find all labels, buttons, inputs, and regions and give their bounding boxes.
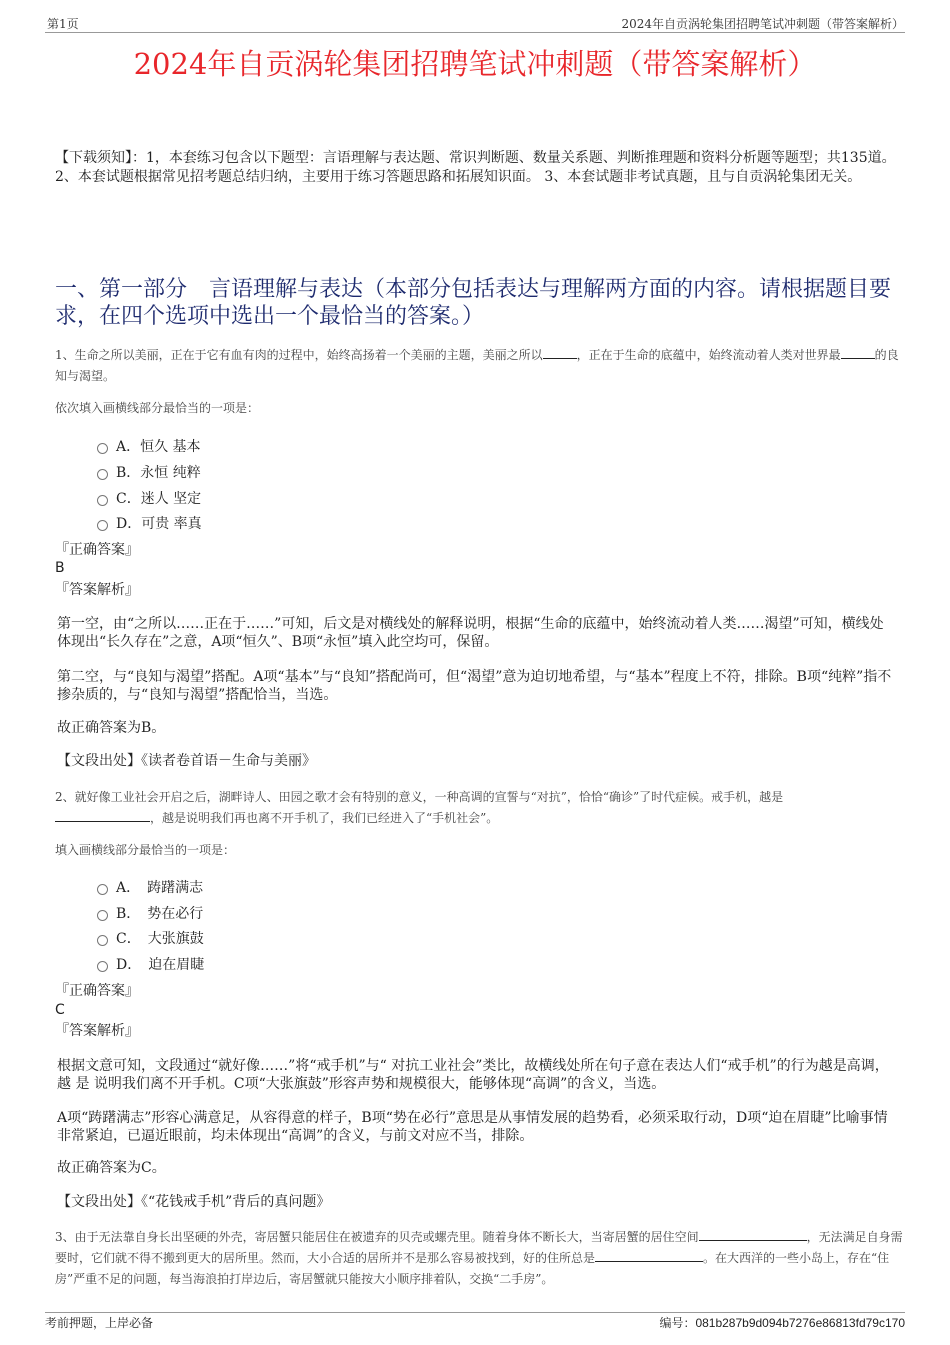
option-label: C． 大张旗鼓 xyxy=(116,931,204,947)
header-divider xyxy=(45,32,905,33)
document-id: 编号：081b287b9d094b7276e86813fd79c170 xyxy=(659,1316,905,1330)
option-d[interactable] xyxy=(97,954,204,974)
analysis-conclusion: 故正确答案为B。 xyxy=(57,720,166,736)
option-b[interactable] xyxy=(97,903,203,923)
running-header-title: 2024年自贡涡轮集团招聘笔试冲刺题（带答案解析） xyxy=(621,17,904,31)
blank xyxy=(841,358,875,359)
correct-answer: B xyxy=(55,560,65,576)
question-1-stem xyxy=(55,345,905,387)
option-label: D． 迫在眉睫 xyxy=(116,957,205,973)
stem-text: 的良知与渴望。 xyxy=(55,348,899,383)
radio-icon[interactable] xyxy=(97,443,108,454)
radio-icon[interactable] xyxy=(97,520,108,531)
stem-text: 2、就好像工业社会开启之后，湖畔诗人、田园之歌才会有特别的意义，一种高调的宣誓与“对抗”，恰恰“确诊”了时代症候。戒手机，越是 xyxy=(55,790,784,804)
stem-text: 3、由于无法靠自身长出坚硬的外壳，寄居蟹只能居住在被遗弃的贝壳或螺壳里。随着身体不断长大，当寄居蟹的居住空间 xyxy=(55,1230,699,1244)
correct-answer: C xyxy=(55,1002,65,1018)
option-b[interactable] xyxy=(97,462,201,482)
correct-answer-label: 『正确答案』 xyxy=(55,983,139,999)
blank xyxy=(55,821,150,822)
analysis-paragraph: 第一空，由“之所以……正在于……”可知，后文是对横线处的解释说明，根据“生命的底蕴中，始终流动着人类……渴望”可知，横线处体现出“长久存在”之意，A项“恒久”、B项“永恒”填入此空均可，保留。 xyxy=(57,616,884,650)
stem-text: 。在大西洋的一些小岛上，存在“住房”严重不足的问题，每当海浪拍打岸边后，寄居蟹就只能按大小顺序排着队，交换“二手房”。 xyxy=(55,1251,890,1286)
blank xyxy=(543,358,577,359)
radio-icon[interactable] xyxy=(97,935,108,946)
stem-text: 1、生命之所以美丽，正在于它有血有肉的过程中，始终高扬着一个美丽的主题，美丽之所以 xyxy=(55,348,543,362)
option-a[interactable] xyxy=(97,877,203,897)
document-title: 2024年自贡涡轮集团招聘笔试冲刺题（带答案解析） xyxy=(133,47,817,81)
option-label: D．可贵 率真 xyxy=(116,516,202,532)
correct-answer-label: 『正确答案』 xyxy=(55,542,139,558)
radio-icon[interactable] xyxy=(97,495,108,506)
analysis-label: 『答案解析』 xyxy=(55,1023,139,1039)
option-label: B． 势在必行 xyxy=(116,906,204,922)
option-c[interactable] xyxy=(97,488,201,508)
stem-text: ，越是说明我们再也离不开手机了，我们已经进入了“手机社会”。 xyxy=(150,811,499,825)
stem-text: ，无法满足自身需要时，它们就不得不搬到更大的居所里。然而，大小合适的居所并不是那么容易被找到，好的住所总是 xyxy=(55,1230,903,1265)
analysis-paragraph: 根据文意可知，文段通过“就好像……”将“戒手机”与“ 对抗工业社会”类比，故横线处所在句子意在表达人们“戒手机”的行为越是高调，越 是 说明我们离不开手机。C项“大张旗鼓”形容声势和规模很大，能够体现“高调”的含义，当选。 xyxy=(57,1058,889,1092)
question-3-stem xyxy=(55,1227,905,1290)
footer-slogan: 考前押题，上岸必备 xyxy=(45,1316,154,1330)
analysis-paragraph: 第二空，与“良知与渴望”搭配。A项“基本”与“良知”搭配尚可，但“渴望”意为迫切地希望，与“基本”程度上不符，排除。B项“纯粹”指不掺杂质的，与“良知与渴望”搭配恰当，当选。 xyxy=(57,669,892,703)
question-2-stem xyxy=(55,787,905,829)
blank xyxy=(595,1261,703,1262)
page-number: 第1页 xyxy=(47,17,79,31)
radio-icon[interactable] xyxy=(97,910,108,921)
analysis-label: 『答案解析』 xyxy=(55,582,139,598)
source-citation: 【文段出处】《读者卷首语－生命与美丽》 xyxy=(57,753,316,769)
option-label: A． 踌躇满志 xyxy=(116,880,204,896)
radio-icon[interactable] xyxy=(97,961,108,972)
stem-text: ，正在于生命的底蕴中，始终流动着人类对世界最 xyxy=(576,348,841,362)
source-citation: 【文段出处】《“花钱戒手机”背后的真问题》 xyxy=(57,1194,331,1210)
analysis-paragraph: A项“踌躇满志”形容心满意足，从容得意的样子，B项“势在必行”意思是从事情发展的趋势看，必须采取行动，D项“迫在眉睫”比喻事情非常紧迫，已逼近眼前，均未体现出“高调”的含义，与前文对应不当，排除。 xyxy=(57,1110,888,1144)
radio-icon[interactable] xyxy=(97,884,108,895)
section-heading: 一、第一部分 言语理解与表达（本部分包括表达与理解两方面的内容。请根据题目要求，在四个选项中选出一个最恰当的答案。） xyxy=(55,277,892,329)
option-label: C．迷人 坚定 xyxy=(116,491,202,507)
radio-icon[interactable] xyxy=(97,469,108,480)
question-2-instruction: 填入画横线部分最恰当的一项是： xyxy=(55,843,236,857)
footer-divider xyxy=(45,1312,905,1313)
option-a[interactable] xyxy=(97,436,201,456)
option-label: A．恒久 基本 xyxy=(116,439,201,455)
analysis-conclusion: 故正确答案为C。 xyxy=(57,1160,166,1176)
option-d[interactable] xyxy=(97,513,202,533)
question-1-instruction: 依次填入画横线部分最恰当的一项是： xyxy=(55,401,260,415)
option-label: B．永恒 纯粹 xyxy=(116,465,201,481)
blank xyxy=(699,1240,807,1241)
download-notice: 【下载须知】：1，本套练习包含以下题型：言语理解与表达题、常识判断题、数量关系题、判断推理题和资料分析题等题型；共135道。2、本套试题根据常见招考题总结归纳，主要用于练习答题思路和拓展知识面。 3、本套试题非考试真题，且与自贡涡轮集团无关。 xyxy=(55,150,896,185)
option-c[interactable] xyxy=(97,928,204,948)
